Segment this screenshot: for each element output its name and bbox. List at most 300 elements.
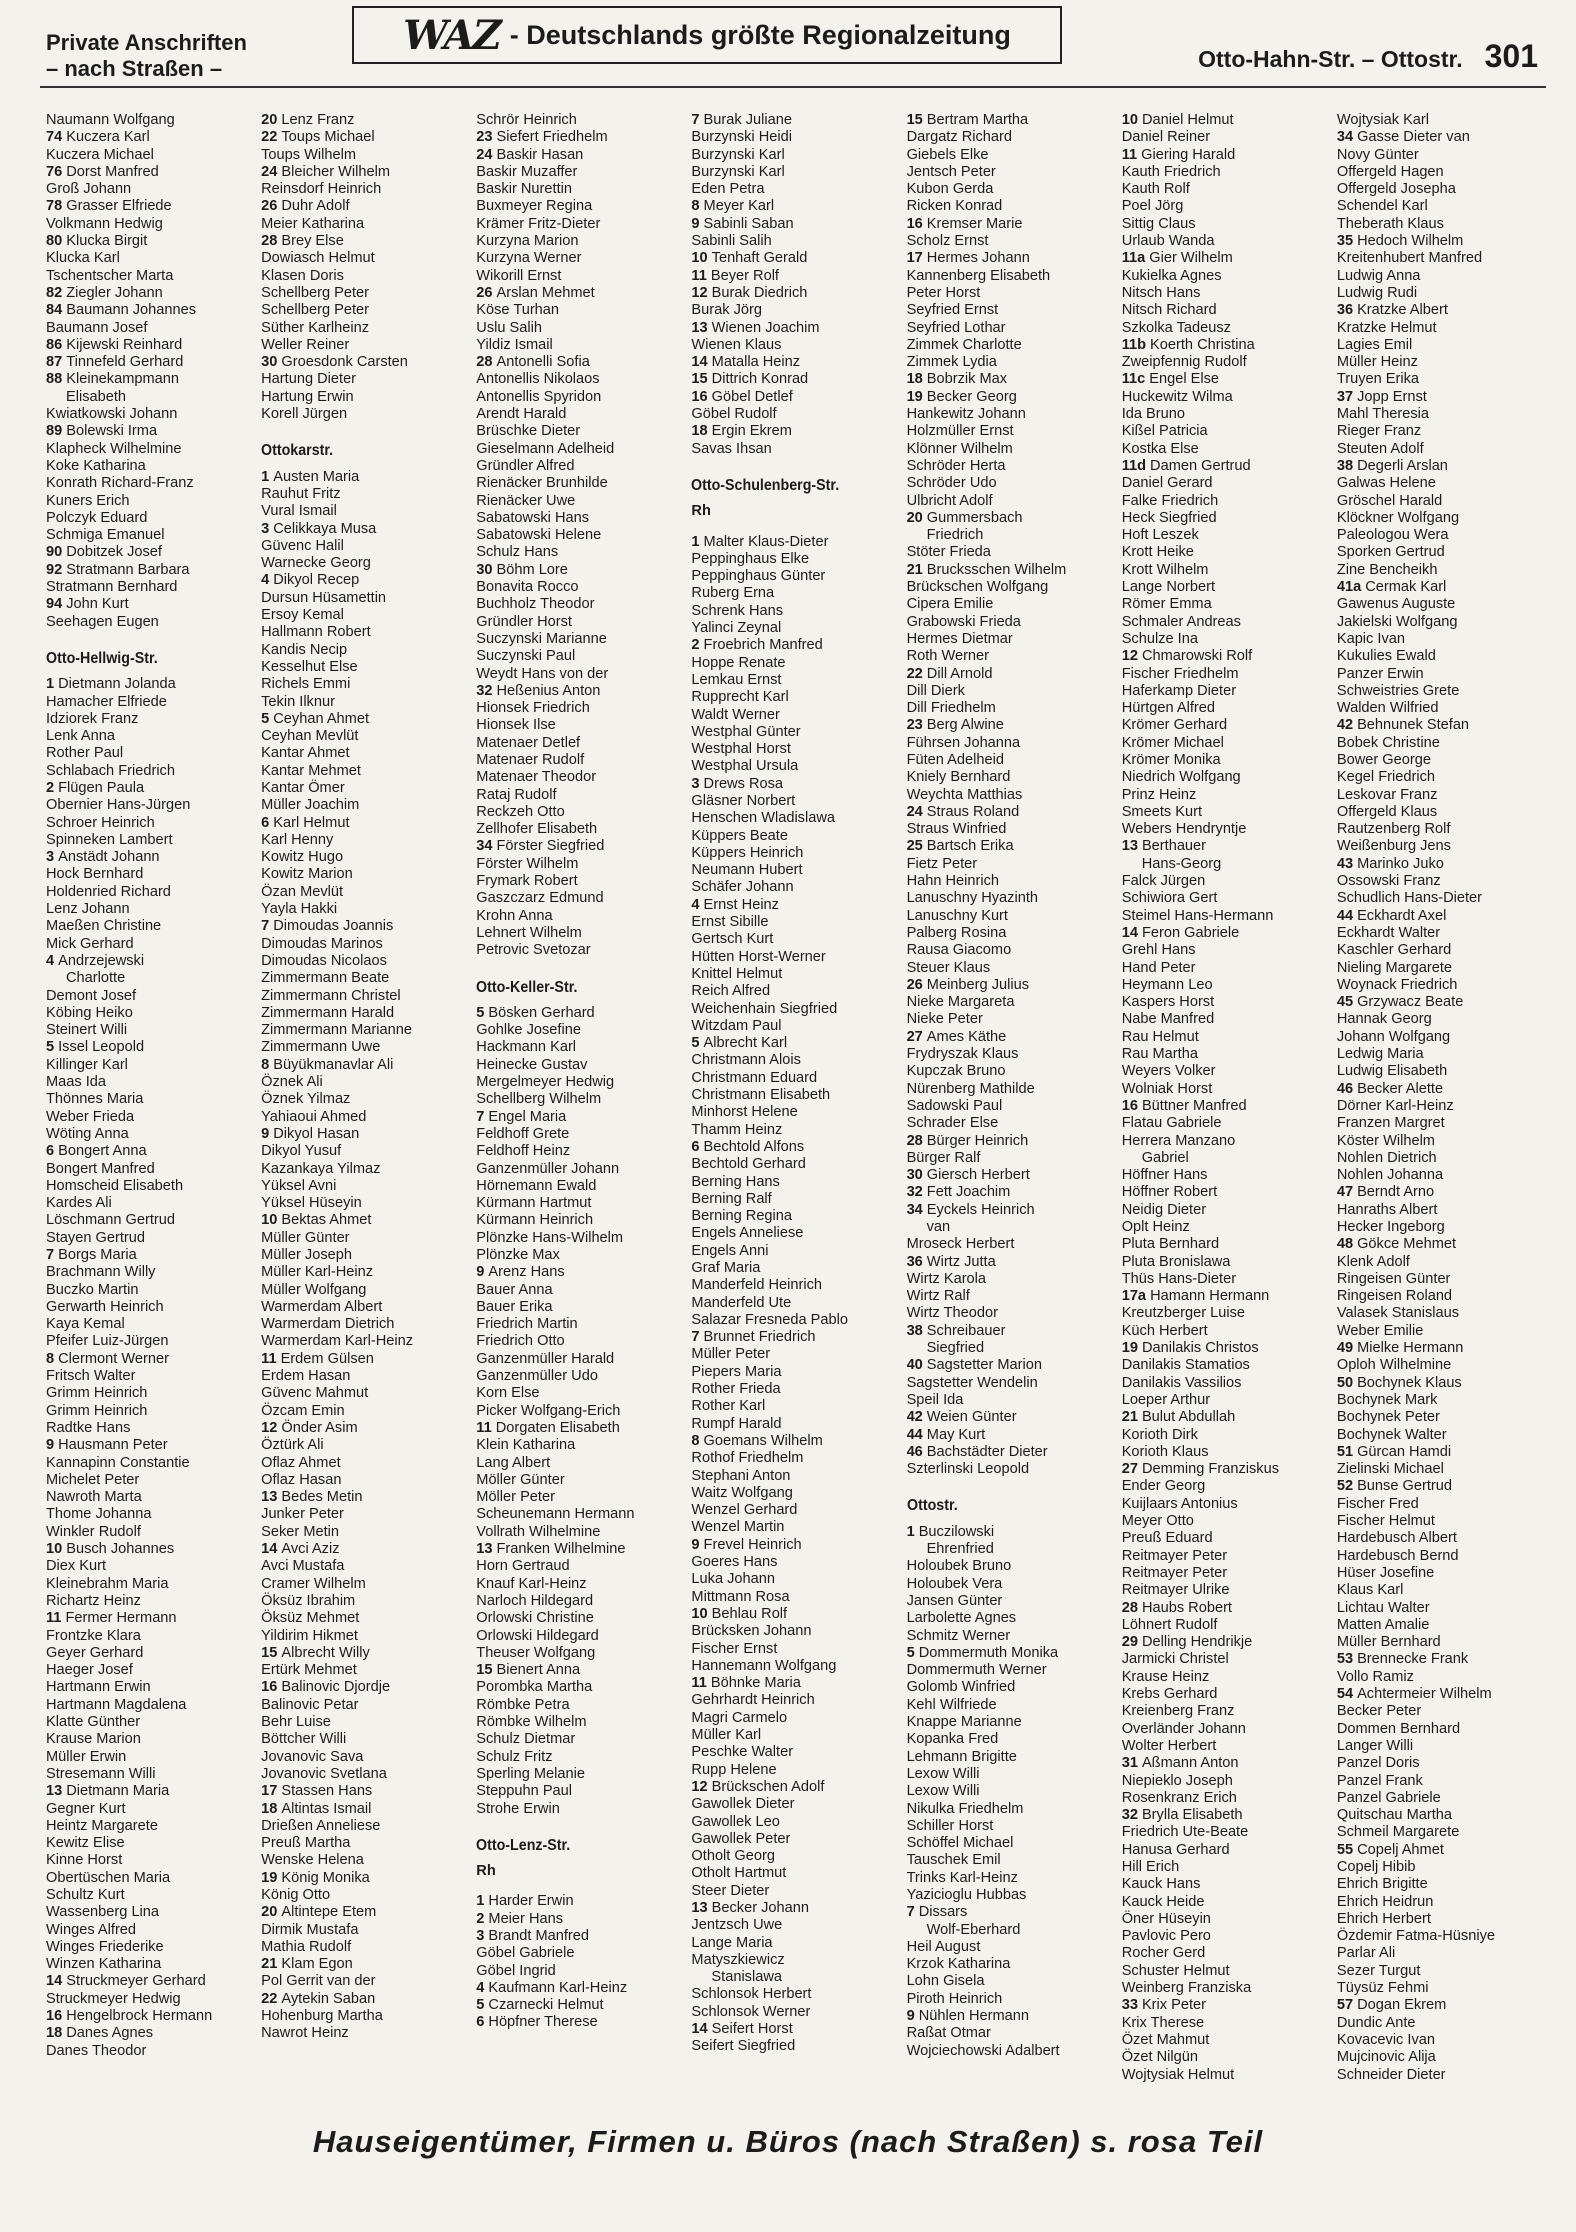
- resident-name: Lemkau Ernst: [691, 671, 782, 688]
- resident-name: Hartmann Magdalena: [46, 1696, 187, 1713]
- house-number: 92: [46, 561, 63, 578]
- resident-entry: [46, 302, 261, 319]
- resident-name: Schellberg Peter: [261, 302, 370, 319]
- resident-name: Lehmann Brigitte: [906, 1748, 1017, 1765]
- resident-entry: [691, 1035, 906, 1052]
- resident-name: Austen Maria: [273, 468, 360, 485]
- resident-name: Westphal Ursula: [691, 758, 799, 775]
- resident-name: Römbke Petra: [476, 1696, 570, 1713]
- resident-name: Pol Gerrit van der: [261, 1973, 376, 1990]
- house-number: 8: [691, 198, 700, 215]
- resident-entry: [261, 1247, 476, 1264]
- resident-name: Nieling Margarete: [1336, 959, 1453, 976]
- resident-name: Raßat Otmar: [906, 2025, 991, 2042]
- house-number: 3: [46, 849, 55, 866]
- resident-name: Flügen Paula: [58, 779, 145, 796]
- resident-name: Korioth Klaus: [1121, 1443, 1209, 1460]
- resident-name: Hoft Leszek: [1121, 527, 1199, 544]
- resident-entry: [1337, 1980, 1552, 1997]
- resident-name: Kreitenhubert Manfred: [1336, 250, 1483, 267]
- resident-name: Goeres Hans: [691, 1554, 778, 1571]
- resident-name: Baskir Hasan: [496, 146, 584, 163]
- resident-entry: [261, 2008, 476, 2025]
- resident-name: Steuten Adolf: [1336, 440, 1424, 457]
- house-number: 12: [261, 1419, 278, 1436]
- resident-entry: [261, 1818, 476, 1835]
- house-number: 53: [1336, 1651, 1354, 1668]
- resident-entry: [691, 302, 906, 319]
- resident-name: Wojciechowski Adalbert: [906, 2042, 1060, 2059]
- resident-name: Vollo Ramiz: [1336, 1668, 1414, 1685]
- house-number: 7: [476, 1108, 485, 1125]
- resident-name: Copelj Ahmet: [1357, 1841, 1444, 1858]
- resident-entry: [1337, 1513, 1552, 1530]
- resident-entry: [476, 1541, 691, 1558]
- resident-entry: [476, 1749, 691, 1766]
- resident-name: Nühlen Hermann: [918, 2008, 1030, 2025]
- resident-entry: [261, 1368, 476, 1385]
- resident-name: Dietmann Jolanda: [58, 676, 176, 693]
- house-number: 30: [261, 354, 278, 371]
- house-number: 18: [261, 1800, 278, 1817]
- resident-name: Lohn Gisela: [906, 1973, 985, 1990]
- resident-name: Rothof Friedhelm: [691, 1450, 804, 1467]
- resident-entry: [1122, 216, 1337, 233]
- resident-name: Bobrzik Max: [926, 371, 1008, 388]
- house-number: 11: [691, 1675, 707, 1692]
- section-heading-line1: Private Anschriften: [46, 30, 247, 55]
- resident-name: Ganzenmüller Harald: [476, 1350, 615, 1367]
- resident-name: Küppers Beate: [691, 827, 788, 844]
- resident-entry: [476, 769, 691, 786]
- resident-name: Golomb Winfried: [906, 1679, 1016, 1696]
- resident-name: Berg Alwine: [926, 717, 1004, 734]
- resident-name: Orlowski Hildegard: [476, 1627, 599, 1644]
- resident-entry: [691, 551, 906, 568]
- resident-entry: [476, 631, 691, 648]
- resident-entry: [46, 596, 261, 613]
- resident-name: Gehrhardt Heinrich: [691, 1692, 815, 1709]
- resident-entry: [1337, 769, 1552, 786]
- resident-name: Ringeisen Roland: [1336, 1288, 1453, 1305]
- house-number: 13: [476, 1541, 493, 1558]
- resident-entry: [691, 1952, 906, 1969]
- resident-entry: [1337, 1686, 1552, 1703]
- resident-entry: [691, 724, 906, 741]
- resident-name: Hardebusch Bernd: [1336, 1547, 1459, 1564]
- resident-name: Sezer Turgut: [1336, 1962, 1421, 1979]
- resident-entry: [691, 1571, 906, 1588]
- resident-entry: [261, 1282, 476, 1299]
- resident-name: Kauck Hans: [1121, 1876, 1201, 1893]
- resident-name: Möller Peter: [476, 1489, 555, 1506]
- resident-name: Kovacevic Ivan: [1336, 2031, 1435, 2048]
- resident-entry: [691, 741, 906, 758]
- resident-name: Kwiatkowski Johann: [46, 406, 178, 423]
- resident-name: Ziegler Johann: [66, 284, 163, 301]
- house-number: 13: [691, 319, 708, 336]
- house-number: 7: [261, 918, 270, 935]
- resident-entry: [907, 216, 1122, 233]
- resident-entry: [261, 1679, 476, 1696]
- resident-name: Thome Johanna: [46, 1506, 152, 1523]
- resident-name: Antonelli Sofia: [496, 354, 590, 371]
- resident-name: Rau Helmut: [1121, 1028, 1199, 1045]
- resident-name: Meinberg Julius: [926, 976, 1030, 993]
- resident-name: Korioth Dirk: [1121, 1426, 1198, 1443]
- resident-entry: [1122, 441, 1337, 458]
- resident-name: Panzer Erwin: [1336, 665, 1424, 682]
- resident-entry: [476, 129, 691, 146]
- resident-entry: [476, 1264, 691, 1281]
- house-number: 23: [906, 717, 923, 734]
- resident-name: Yazicioglu Hubbas: [906, 1886, 1027, 1903]
- resident-entry: [691, 423, 906, 440]
- resident-entry: [907, 250, 1122, 267]
- resident-entry: [261, 1991, 476, 2008]
- resident-name: Gläsner Norbert: [691, 792, 796, 809]
- resident-entry: [691, 1589, 906, 1606]
- resident-entry: [1337, 994, 1552, 1011]
- house-number: 1: [261, 468, 270, 485]
- resident-entry: [691, 1623, 906, 1640]
- resident-name: Danilakis Christos: [1141, 1340, 1259, 1357]
- resident-entry: [1122, 1565, 1337, 1582]
- resident-entry: [691, 1796, 906, 1813]
- resident-entry: [1337, 389, 1552, 406]
- resident-entry: [691, 1174, 906, 1191]
- resident-name: Klatte Günther: [46, 1714, 141, 1731]
- resident-name: Löschmann Gertrud: [46, 1212, 175, 1229]
- resident-name: Reitmayer Peter: [1121, 1547, 1228, 1564]
- house-number: 2: [476, 1910, 485, 1927]
- resident-name: Weber Emilie: [1336, 1322, 1424, 1339]
- house-number: 51: [1336, 1443, 1354, 1460]
- resident-entry: [476, 614, 691, 631]
- resident-entry: [691, 1243, 906, 1260]
- resident-entry: [1122, 1773, 1337, 1790]
- resident-entry: [261, 1039, 476, 1056]
- resident-name: Cermak Karl: [1365, 579, 1447, 596]
- resident-name: Manderfeld Heinrich: [691, 1277, 823, 1294]
- resident-entry: [261, 320, 476, 337]
- resident-name: Zimmermann Harald: [261, 1004, 395, 1021]
- resident-name: Lehnert Wilhelm: [476, 924, 582, 941]
- resident-entry: [1337, 942, 1552, 959]
- resident-entry: [46, 147, 261, 164]
- resident-entry: [46, 216, 261, 233]
- resident-name: Czarnecki Helmut: [488, 1997, 604, 2014]
- resident-entry: [261, 953, 476, 970]
- resident-entry: [907, 1167, 1122, 1184]
- resident-name: Krix Peter: [1141, 1997, 1207, 2014]
- resident-entry: [691, 1658, 906, 1675]
- resident-entry: [1337, 666, 1552, 683]
- resident-name: Grabowski Frieda: [906, 613, 1021, 630]
- resident-name: Kewitz Elise: [46, 1835, 125, 1852]
- resident-entry: [1337, 423, 1552, 440]
- resident-entry: [691, 1364, 906, 1381]
- resident-name: Eckhardt Walter: [1336, 924, 1441, 941]
- resident-entry: [1122, 1651, 1337, 1668]
- resident-entry: [1122, 1063, 1337, 1080]
- resident-name: Lenk Anna: [46, 728, 115, 745]
- entry-continuation: [1122, 1150, 1337, 1167]
- entry-continuation: [691, 1969, 906, 1986]
- resident-name: Kaspers Horst: [1121, 994, 1215, 1011]
- resident-name: Ossowski Franz: [1336, 873, 1441, 890]
- resident-entry: [1122, 1721, 1337, 1738]
- resident-entry: [46, 1731, 261, 1748]
- resident-entry: [691, 1831, 906, 1848]
- resident-name: Rau Martha: [1121, 1046, 1198, 1063]
- resident-entry: [476, 562, 691, 579]
- resident-name: Siefert Friedhelm: [496, 129, 608, 146]
- resident-name: Brennecke Frank: [1357, 1651, 1469, 1668]
- resident-entry: [1122, 147, 1337, 164]
- resident-entry: [691, 1675, 906, 1692]
- resident-entry: [691, 1519, 906, 1536]
- resident-name: Picker Wolfgang-Erich: [476, 1402, 621, 1419]
- resident-name: Müller Karl-Heinz: [261, 1264, 374, 1281]
- resident-entry: [691, 672, 906, 689]
- resident-entry: [1337, 371, 1552, 388]
- resident-entry: [476, 821, 691, 838]
- resident-name: Reckzeh Otto: [476, 803, 565, 820]
- resident-entry: [261, 1109, 476, 1126]
- resident-name: Charlotte: [66, 970, 126, 987]
- resident-name: Langer Willi: [1336, 1737, 1414, 1754]
- resident-entry: [1337, 1046, 1552, 1063]
- resident-name: Quitschau Martha: [1336, 1807, 1453, 1824]
- resident-name: Peschke Walter: [691, 1744, 794, 1761]
- resident-name: Müller Günter: [261, 1229, 350, 1246]
- resident-name: Kniely Bernhard: [906, 769, 1011, 786]
- resident-entry: [1122, 2032, 1337, 2049]
- resident-name: Kardes Ali: [46, 1195, 112, 1212]
- house-number: 11a: [1121, 250, 1146, 267]
- resident-entry: [691, 1606, 906, 1623]
- resident-entry: [691, 1018, 906, 1035]
- resident-name: Wenzel Martin: [691, 1519, 785, 1536]
- resident-name: Wikorill Ernst: [476, 267, 562, 284]
- street-heading: Otto-Keller-Str.: [476, 978, 578, 996]
- resident-name: Wienen Klaus: [691, 336, 782, 353]
- resident-name: Schmitz Werner: [906, 1627, 1011, 1644]
- resident-entry: [46, 579, 261, 596]
- resident-entry: [476, 1403, 691, 1420]
- resident-name: Eden Petra: [691, 181, 765, 198]
- house-number: 21: [1121, 1409, 1138, 1426]
- resident-entry: [907, 112, 1122, 129]
- resident-name: Knittel Helmut: [691, 965, 783, 982]
- resident-entry: [1337, 1807, 1552, 1824]
- resident-name: Buxmeyer Regina: [476, 198, 593, 215]
- resident-name: Arendt Harald: [476, 406, 567, 423]
- resident-entry: [691, 1433, 906, 1450]
- resident-entry: [476, 1697, 691, 1714]
- resident-entry: [476, 787, 691, 804]
- resident-entry: [907, 1254, 1122, 1271]
- house-number: 11: [46, 1610, 62, 1627]
- resident-entry: [691, 603, 906, 620]
- resident-name: Mittmann Rosa: [691, 1588, 790, 1605]
- resident-entry: [907, 942, 1122, 959]
- resident-name: Gohlke Josefine: [476, 1022, 581, 1039]
- resident-name: Schellberg Wilhelm: [476, 1091, 602, 1108]
- resident-entry: [476, 1420, 691, 1437]
- resident-entry: [46, 458, 261, 475]
- resident-entry: [691, 2038, 906, 2055]
- resident-name: Baumann Josef: [46, 319, 148, 336]
- resident-entry: [1337, 1340, 1552, 1357]
- resident-entry: [691, 620, 906, 637]
- resident-name: Matenaer Theodor: [476, 769, 597, 786]
- resident-name: Öznek Yilmaz: [261, 1091, 351, 1108]
- resident-name: Özcam Emin: [261, 1402, 345, 1419]
- house-number: 48: [1336, 1236, 1354, 1253]
- resident-entry: [907, 579, 1122, 596]
- resident-name: Böttcher Willi: [261, 1731, 347, 1748]
- resident-entry: [476, 198, 691, 215]
- resident-entry: [46, 1299, 261, 1316]
- resident-entry: [691, 406, 906, 423]
- resident-entry: [476, 1662, 691, 1679]
- resident-name: Albrecht Willy: [281, 1644, 370, 1661]
- resident-entry: [1337, 821, 1552, 838]
- resident-name: Weydt Hans von der: [476, 665, 609, 682]
- resident-entry: [1122, 1219, 1337, 1236]
- resident-entry: [261, 198, 476, 215]
- resident-name: König Monika: [281, 1869, 370, 1886]
- resident-entry: [691, 655, 906, 672]
- resident-entry: [1337, 1859, 1552, 1876]
- resident-entry: [1337, 1876, 1552, 1893]
- resident-name: Oflaz Hasan: [261, 1471, 342, 1488]
- resident-entry: [1337, 147, 1552, 164]
- resident-entry: [1337, 1271, 1552, 1288]
- resident-entry: [261, 1904, 476, 1921]
- resident-entry: [261, 538, 476, 555]
- resident-entry: [46, 711, 261, 728]
- resident-name: Steimel Hans-Hermann: [1121, 907, 1274, 924]
- resident-name: Hartung Erwin: [261, 388, 354, 405]
- resident-entry: [907, 1783, 1122, 1800]
- resident-name: Förster Siegfried: [496, 838, 605, 855]
- page-number: 301: [1484, 38, 1538, 74]
- resident-entry: [261, 1074, 476, 1091]
- resident-entry: [476, 1576, 691, 1593]
- resident-entry: [261, 1783, 476, 1800]
- resident-name: Krzok Katharina: [906, 1956, 1011, 1973]
- resident-name: Becker Alette: [1357, 1080, 1444, 1097]
- resident-entry: [691, 1416, 906, 1433]
- section-heading-line2: – nach Straßen –: [46, 56, 223, 81]
- resident-name: Müller Heinz: [1336, 354, 1418, 371]
- resident-name: Weien Günter: [926, 1409, 1017, 1426]
- resident-entry: [46, 1109, 261, 1126]
- resident-name: Ceyhan Mevlüt: [261, 728, 359, 745]
- resident-name: Vural Ismail: [261, 503, 337, 520]
- resident-name: Rautzenberg Rolf: [1336, 821, 1451, 838]
- resident-entry: [476, 389, 691, 406]
- resident-entry: [46, 953, 261, 970]
- resident-name: Goemans Wilhelm: [703, 1432, 823, 1449]
- resident-entry: [46, 1922, 261, 1939]
- resident-entry: [1337, 1133, 1552, 1150]
- resident-entry: [691, 1156, 906, 1173]
- resident-entry: [1122, 1254, 1337, 1271]
- resident-name: Kinne Horst: [46, 1852, 123, 1869]
- resident-name: Kauck Heide: [1121, 1893, 1205, 1910]
- resident-name: Dowiasch Helmut: [261, 250, 375, 267]
- resident-name: Engels Anni: [691, 1242, 769, 1259]
- resident-entry: [1337, 683, 1552, 700]
- resident-name: Huckewitz Wilma: [1121, 388, 1233, 405]
- resident-entry: [907, 1461, 1122, 1478]
- resident-name: Dikyol Yusuf: [261, 1143, 342, 1160]
- resident-entry: [907, 1271, 1122, 1288]
- resident-entry: [691, 1329, 906, 1346]
- resident-entry: [907, 2043, 1122, 2060]
- resident-name: Hausmann Peter: [58, 1437, 168, 1454]
- resident-name: Franzen Margret: [1336, 1115, 1445, 1132]
- resident-name: Pluta Bronislawa: [1121, 1253, 1231, 1270]
- resident-name: Nieke Peter: [906, 1011, 983, 1028]
- resident-entry: [1122, 683, 1337, 700]
- resident-entry: [1122, 337, 1337, 354]
- house-number: 7: [691, 1329, 700, 1346]
- resident-entry: [476, 1472, 691, 1489]
- house-number: 13: [691, 1899, 708, 1916]
- entry-continuation: [1122, 856, 1337, 873]
- resident-entry: [907, 2025, 1122, 2042]
- resident-entry: [1122, 389, 1337, 406]
- resident-entry: [907, 1375, 1122, 1392]
- resident-name: Kukulies Ewald: [1336, 648, 1436, 665]
- resident-entry: [691, 1537, 906, 1554]
- resident-entry: [907, 1524, 1122, 1541]
- resident-name: Mroseck Herbert: [906, 1236, 1015, 1253]
- resident-entry: [691, 1641, 906, 1658]
- resident-entry: [46, 1489, 261, 1506]
- house-number: 17a: [1121, 1288, 1147, 1305]
- resident-entry: [476, 1731, 691, 1748]
- house-number: 9: [906, 2008, 915, 2025]
- resident-entry: [691, 1865, 906, 1882]
- resident-entry: [1122, 1046, 1337, 1063]
- resident-name: Kostka Else: [1121, 440, 1199, 457]
- resident-entry: [1337, 493, 1552, 510]
- resident-name: Yayla Hakki: [261, 901, 338, 918]
- resident-name: Dargatz Richard: [906, 129, 1013, 146]
- resident-name: Magri Carmelo: [691, 1709, 788, 1726]
- resident-name: Bürger Heinrich: [926, 1132, 1029, 1149]
- resident-entry: [691, 1052, 906, 1069]
- resident-entry: [476, 700, 691, 717]
- resident-name: Hannemann Wolfgang: [691, 1657, 837, 1674]
- resident-name: Chmarowski Rolf: [1141, 648, 1253, 665]
- resident-name: Celikkaya Musa: [273, 520, 377, 537]
- resident-entry: [907, 977, 1122, 994]
- resident-name: Winges Alfred: [46, 1921, 137, 1938]
- resident-entry: [476, 683, 691, 700]
- resident-name: Mathia Rudolf: [261, 1938, 352, 1955]
- house-number: 1: [691, 533, 700, 550]
- resident-entry: [476, 458, 691, 475]
- house-number: 18: [906, 371, 923, 388]
- resident-entry: [261, 1662, 476, 1679]
